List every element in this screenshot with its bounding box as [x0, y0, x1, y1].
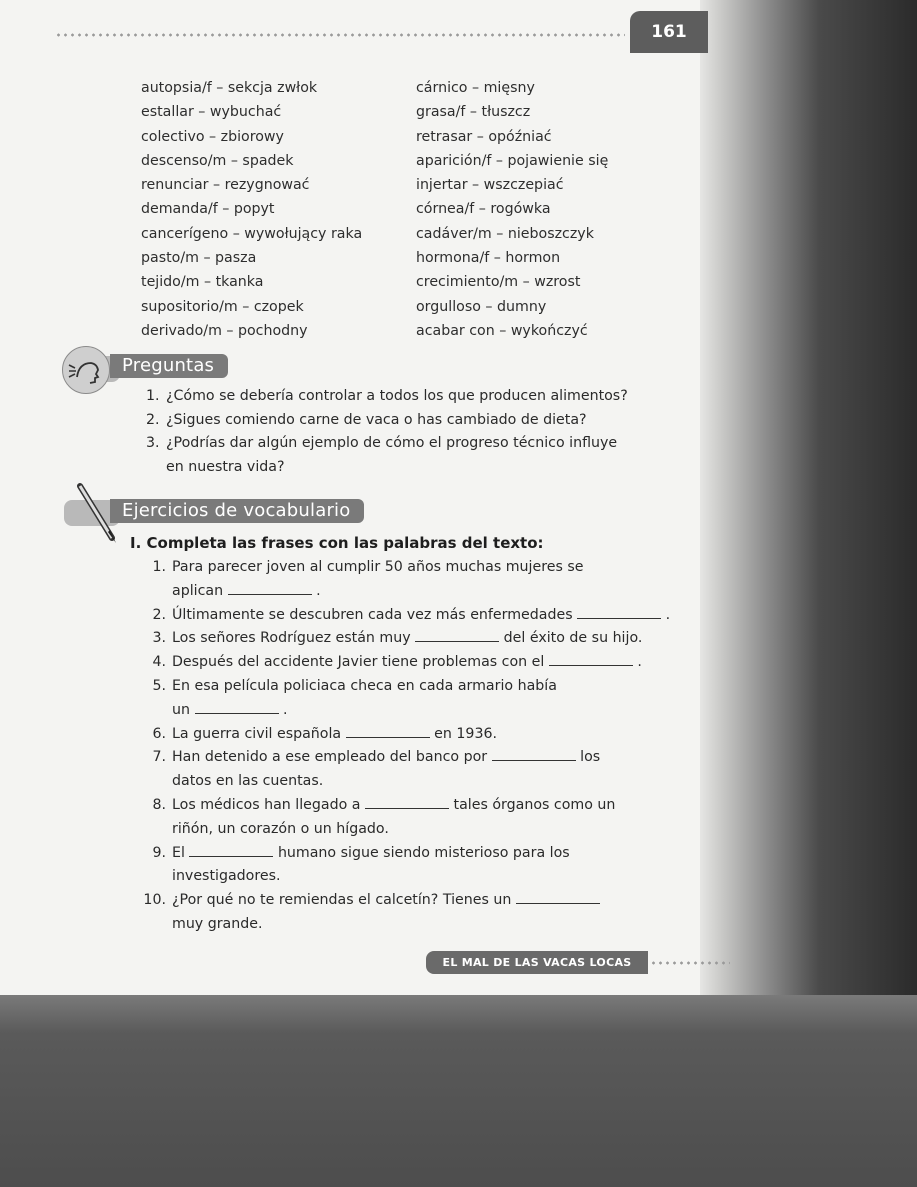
vocab-item: aparición/f – pojawienie się: [416, 152, 609, 169]
item-text-line: Han detenido a ese empleado del banco por: [172, 749, 488, 766]
speaking-head-icon: [62, 346, 110, 394]
vocab-list-left: [141, 76, 362, 343]
list-item: [146, 385, 666, 409]
item-text: [172, 556, 584, 604]
item-text-line: riñón, un corazón o un hígado.: [172, 820, 389, 837]
vocab-item: supositorio/m – czopek: [141, 298, 304, 315]
answer-blank[interactable]: [346, 725, 430, 738]
answer-blank[interactable]: [228, 582, 312, 595]
item-number: 5.: [152, 677, 166, 694]
item-number: 3.: [146, 435, 160, 451]
item-text-line: ¿Podrías dar algún ejemplo de cómo el progreso técnico influye: [166, 435, 618, 451]
answer-blank[interactable]: [516, 891, 600, 904]
item-text: [172, 627, 642, 651]
item-text-line: ¿Por qué no te remiendas el calcetín? Tienes un: [172, 892, 512, 909]
list-item: [140, 651, 660, 675]
list-item: [146, 409, 666, 433]
item-number: 6.: [152, 725, 166, 742]
item-text-line: Después del accidente Javier tiene problemas con el: [172, 654, 545, 671]
item-text-line: humano sigue siendo misterioso para los: [277, 844, 570, 861]
vocab-item: cancerígeno – wywołujący raka: [141, 225, 363, 242]
page-edge-shadow: [700, 0, 917, 1000]
item-text: [172, 746, 600, 794]
item-text: [172, 889, 600, 937]
item-text-line: investigadores.: [172, 868, 281, 885]
exercise-instruction: I. Completa las frases con las palabras del texto:: [130, 534, 544, 552]
item-text-line: los: [580, 749, 601, 766]
item-text-line: Para parecer joven al cumplir 50 años muchas mujeres se: [172, 559, 584, 575]
item-text: [172, 723, 497, 747]
page-number: 161: [630, 11, 708, 53]
item-number: 1.: [152, 559, 166, 575]
list-item: [140, 627, 660, 651]
item-number: 9.: [152, 844, 166, 861]
vocab-item: injertar – wszczepiać: [416, 177, 564, 194]
answer-blank[interactable]: [189, 844, 273, 857]
vocab-item: pasto/m – pasza: [141, 250, 257, 267]
answer-blank[interactable]: [365, 796, 449, 809]
vocab-item: autopsia/f – sekcja zwłok: [141, 80, 318, 96]
item-number: 3.: [152, 630, 166, 647]
vocab-item: demanda/f – popyt: [141, 201, 275, 218]
item-text: [172, 842, 570, 890]
vocab-item: renunciar – rezygnować: [141, 177, 310, 194]
item-number: 7.: [152, 749, 166, 766]
scanner-background: [0, 995, 917, 1187]
exercise-list: [140, 556, 671, 937]
vocab-item: orgulloso – dumny: [416, 298, 547, 315]
item-text-line: tales órganos como un: [453, 796, 616, 813]
item-number: 2.: [146, 411, 160, 428]
vocab-item: estallar – wybuchać: [141, 104, 282, 121]
item-text-line: un: [172, 701, 190, 718]
list-item: [140, 794, 660, 842]
vocab-item: descenso/m – spadek: [141, 152, 294, 169]
vocab-item: córnea/f – rogówka: [416, 201, 551, 218]
item-text-line: .: [316, 582, 321, 599]
vocab-item: crecimiento/m – wzrost: [416, 274, 581, 291]
answer-blank[interactable]: [577, 606, 661, 619]
item-text: ¿Sigues comiendo carne de vaca o has cambiado de dieta?: [166, 411, 587, 428]
item-text: ¿Cómo se debería controlar a todos los que producen alimentos?: [166, 388, 628, 404]
list-item: [140, 675, 660, 723]
vocab-item: cadáver/m – nieboszczyk: [416, 225, 594, 242]
item-text: [172, 794, 615, 842]
vocab-list-right: [416, 76, 608, 343]
vocab-item: hormona/f – hormon: [416, 250, 561, 267]
questions-list: [146, 385, 666, 479]
list-item: [146, 432, 666, 479]
header-dotted-rule: [55, 33, 625, 37]
item-text: [172, 651, 642, 675]
item-text-line: en 1936.: [434, 725, 498, 742]
vocab-item: grasa/f – tłuszcz: [416, 104, 531, 121]
item-text-line: aplican: [172, 582, 224, 599]
item-number: 4.: [152, 654, 166, 671]
item-text-line: en nuestra vida?: [166, 458, 285, 475]
list-item: [140, 723, 660, 747]
item-number: 10.: [143, 892, 166, 909]
answer-blank[interactable]: [492, 748, 576, 761]
vocab-item: retrasar – opóźniać: [416, 128, 552, 145]
footer-chapter-title: EL MAL DE LAS VACAS LOCAS: [426, 951, 648, 974]
item-text-line: .: [665, 606, 671, 623]
vocab-item: tejido/m – tkanka: [141, 274, 264, 291]
vocab-item: cárnico – mięsny: [416, 80, 535, 96]
item-number: 8.: [152, 796, 166, 813]
list-item: [140, 746, 660, 794]
vocab-item: derivado/m – pochodny: [141, 322, 308, 339]
item-number: 2.: [152, 606, 166, 623]
list-item: [140, 556, 660, 604]
section-title-preguntas: Preguntas: [110, 354, 228, 378]
item-text: [172, 675, 557, 723]
item-text-line: Los médicos han llegado a: [172, 796, 361, 813]
item-text: [166, 432, 617, 479]
item-text-line: El: [172, 844, 185, 861]
section-title-ejercicios: Ejercicios de vocabulario: [110, 499, 364, 523]
list-item: [140, 842, 660, 890]
answer-blank[interactable]: [415, 629, 499, 642]
item-text-line: del éxito de su hijo.: [503, 630, 643, 647]
vocab-item: acabar con – wykończyć: [416, 322, 588, 339]
item-text-line: muy grande.: [172, 915, 263, 932]
answer-blank[interactable]: [195, 701, 279, 714]
item-text-line: En esa película policiaca checa en cada armario había: [172, 677, 557, 694]
item-text-line: datos en las cuentas.: [172, 773, 324, 790]
footer-dotted-rule: [650, 961, 730, 965]
list-item: [140, 889, 660, 937]
vocab-item: colectivo – zbiorowy: [141, 128, 284, 145]
item-number: 1.: [146, 388, 160, 404]
item-text: [172, 604, 670, 628]
answer-blank[interactable]: [549, 653, 633, 666]
item-text-line: .: [637, 654, 642, 671]
item-text-line: Últimamente se descubren cada vez más enfermedades: [172, 606, 573, 623]
item-text-line: .: [283, 701, 288, 718]
item-text-line: La guerra civil española: [172, 725, 342, 742]
item-text-line: Los señores Rodríguez están muy: [172, 630, 411, 647]
list-item: [140, 604, 671, 628]
